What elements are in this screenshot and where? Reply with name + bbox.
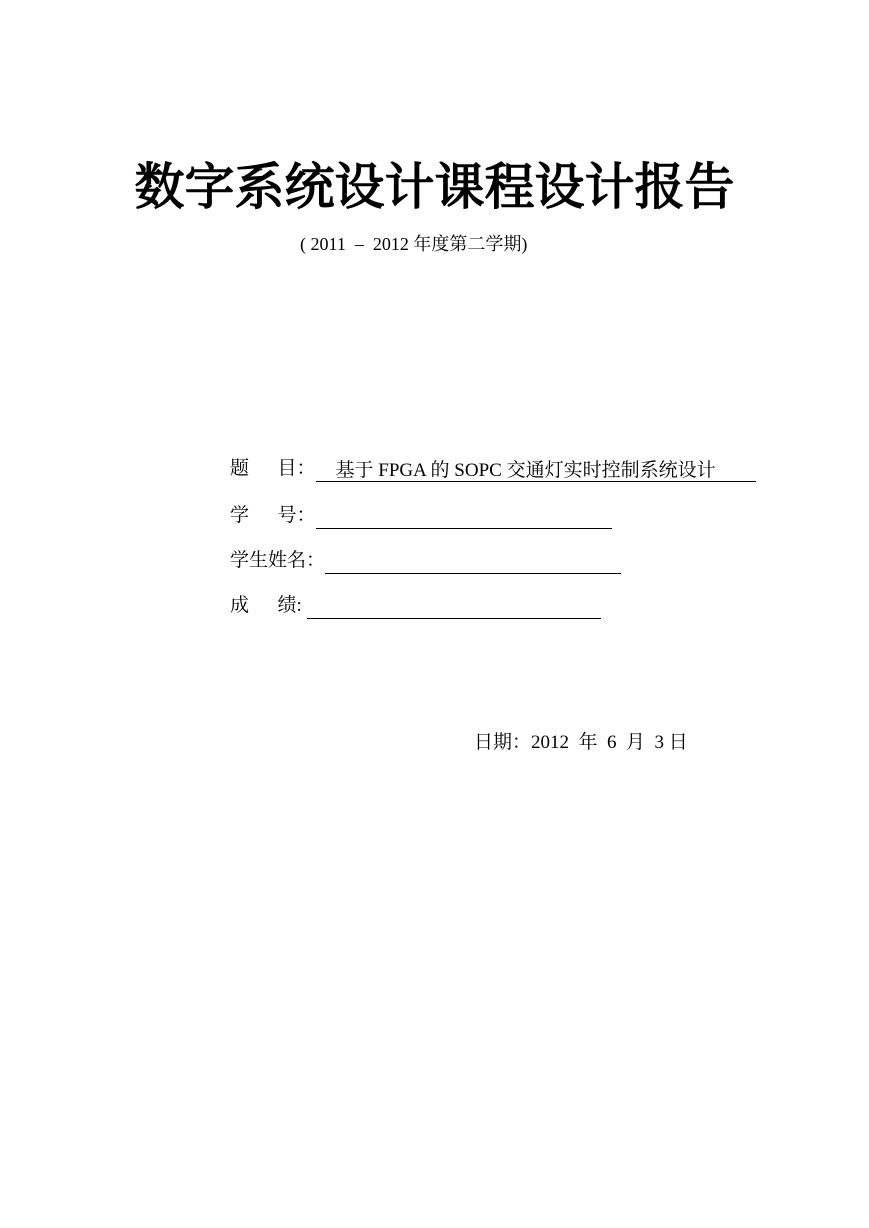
- report-date: 日期：2012 年 6 月 3 日: [474, 732, 688, 753]
- semester-line: ( 2011 – 2012 年度第二学期): [300, 234, 528, 254]
- topic-label: 题 目：: [230, 458, 316, 479]
- report-title: 数字系统设计课程设计报告: [134, 158, 735, 216]
- student-name-label: 学生姓名：: [230, 550, 326, 571]
- student-name-row: [230, 548, 621, 574]
- student-id-row: [230, 503, 612, 529]
- grade-row: [230, 593, 601, 619]
- topic-row: [230, 456, 756, 482]
- topic-field: 基于 FPGA 的 SOPC 交通灯实时控制系统设计: [316, 460, 756, 482]
- grade-label: 成 绩:: [230, 595, 307, 616]
- student-id-label: 学 号：: [230, 505, 316, 526]
- student-name-field: [325, 552, 621, 574]
- grade-field: [307, 597, 601, 619]
- student-id-field: [316, 507, 612, 529]
